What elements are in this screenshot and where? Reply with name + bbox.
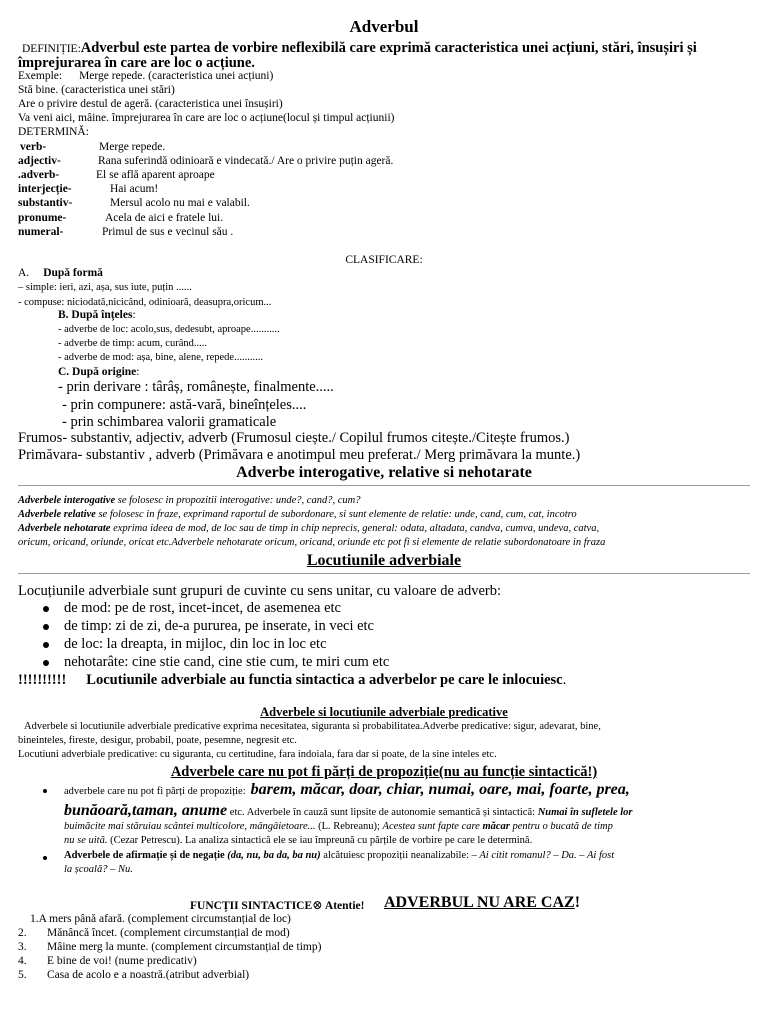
bullet-icon: [43, 856, 47, 860]
nefunctionale-item-line: bunăoară,taman, anume etc. Adverbele în cauză sunt lipsite de autonomie semantică și sintactică: Numai în sufletele lor: [64, 802, 633, 819]
nefunctionale-item-line: Adverbele de afirmație și de negație (da, nu, ba da, ba nu) alcătuiesc propoziții neanalizabile: – Ai citit romanul? – Da. – Ai fost: [64, 850, 615, 861]
definition-line-2: împrejurarea în care are loc o acțiune.: [18, 55, 255, 71]
nehotarate-paragraph: Adverbele nehotarate exprima ideea de mod, de loc sau de timp in chip neprecis, general: odata, altadata, candva, cumva, undeva, catva,: [18, 523, 600, 534]
clasificare-frumos: Frumos- substantiv, adjectiv, adverb (Frumosul ciește./ Copilul frumos citește./Citește frumos.): [18, 430, 570, 446]
determina-term: .adverb-: [18, 169, 60, 181]
clasificare-b-item: - adverbe de loc: acolo,sus, dedesubt, aproape...........: [58, 324, 280, 335]
clasificare-c: C. După origine:: [58, 366, 140, 378]
bullet-icon: [43, 624, 49, 630]
clasificare-c-item: - prin derivare : târâș, românește, finalmente.....: [58, 379, 334, 395]
section-divider: [18, 485, 750, 486]
determina-term: substantiv-: [18, 197, 73, 209]
definition-label: DEFINIȚIE:: [22, 43, 81, 55]
determina-example: Rana suferindă odinioară e vindecată./ Are o privire puțin ageră.: [98, 155, 394, 167]
functii-item: E bine de voi! (nume predicativ): [47, 955, 197, 967]
nefunctionale-heading: Adverbele care nu pot fi părți de propoziție(nu au funcție sintactică!): [170, 764, 598, 780]
determina-term: interjecție-: [18, 183, 72, 195]
bullet-icon: [43, 642, 49, 648]
functii-item: 1.A mers până afară. (complement circumstanțial de loc): [30, 913, 291, 925]
determina-term: numeral-: [18, 226, 64, 238]
relative-paragraph: Adverbele relative se folosesc in fraze, exprimand raportul de subordonare, si sunt elemente de relatie: unde, cand, cum, cat, incotro: [18, 509, 577, 520]
predicative-heading: Adverbele si locutiunile adverbiale predicative: [260, 705, 508, 719]
bullet-icon: [43, 606, 49, 612]
functii-item: Casa de acolo e a noastră.(atribut adverbial): [47, 969, 250, 981]
functii-heading-line: [190, 897, 365, 913]
locutiuni-item: nehotarâte: cine stie cand, cine stie cum, te miri cum etc: [64, 654, 390, 670]
determina-example: Mersul acolo nu mai e valabil.: [110, 197, 250, 209]
clasificare-b-item: - adverbe de mod: așa, bine, alene, repede...........: [58, 352, 263, 363]
atentie-label: Atentie!: [322, 900, 365, 912]
definition-line-1: Adverbul este partea de vorbire neflexibilă care exprimă caracteristica unei acțiuni, stări, însușiri și: [80, 40, 697, 56]
nu-caz-text: ADVERBUL NU ARE CAZ: [384, 894, 575, 911]
determina-example: Acela de aici e fratele lui.: [105, 212, 224, 224]
example-line: Stă bine. (caracteristica unei stări): [18, 84, 175, 96]
clasificare-a: A. După formă: [18, 267, 103, 279]
nehotarate-paragraph-cont: oricum, oricand, oriunde, oricat etc.Adverbele nehotarate oricum, oricand, oriunde etc pot fi si elemente de relatie subordonatoare in fraza: [18, 537, 606, 548]
functii-item-num: 4.: [18, 955, 27, 967]
clasificare-c-item: - prin schimbarea valorii gramaticale: [62, 414, 277, 430]
bullet-icon: [43, 789, 47, 793]
functii-heading: FUNCȚII SINTACTICE: [190, 900, 313, 912]
determina-example: El se află aparent aproape: [96, 169, 215, 181]
locutiuni-item: de mod: pe de rost, incet-incet, de asemenea etc: [64, 600, 341, 616]
determina-term: pronume-: [18, 212, 67, 224]
section-divider: [18, 573, 750, 574]
definition: [22, 40, 697, 56]
clasificare-c-item: - prin compunere: astă-vară, bineînțeles....: [62, 397, 307, 413]
determina-example: Primul de sus e vecinul său .: [102, 226, 234, 238]
determina-term: adjectiv-: [18, 155, 61, 167]
interogative-paragraph: Adverbele interogative se folosesc in propozitii interogative: unde?, cand?, cum?: [18, 495, 361, 506]
example-line: Are o privire destul de ageră. (caracteristica unei însușiri): [18, 98, 283, 110]
locutiuni-heading: Locutiunile adverbiale: [306, 552, 462, 569]
locutiuni-item: de timp: zi de zi, de-a pururea, pe inserate, in veci etc: [64, 618, 374, 634]
determina-example: Hai acum!: [110, 183, 159, 195]
nefunctionale-item-line: la școală? – Nu.: [64, 864, 133, 875]
locutiuni-intro: Locuțiunile adverbiale sunt grupuri de cuvinte cu sens unitar, cu valoare de adverb:: [18, 583, 501, 599]
clasificare-heading: CLASIFICARE:: [345, 254, 423, 266]
nu-caz-line: ADVERBUL NU ARE CAZ!: [384, 894, 581, 911]
predicative-line: Adverbele si locutiunile adverbiale predicative exprima necesitatea, siguranta si probabilitatea.Adverbe predicative: sigur, adevarat, bine,: [24, 721, 601, 732]
example-line: Va veni aici, mâine. împrejurarea în care are loc o acțiune(locul și timpul acțiunii): [18, 112, 395, 124]
functii-item-num: 2.: [18, 927, 27, 939]
clasificare-simple: – simple: ieri, azi, așa, sus iute, puțin ......: [18, 282, 192, 293]
determina-term: verb-: [20, 141, 47, 153]
interogative-heading: Adverbe interogative, relative si nehotarate: [236, 464, 532, 481]
nefunctionale-item-line: nu se uită. (Cezar Petrescu). La analiza sintactică ele se iau împreună cu părțile de vorbire pe care le determină.: [64, 835, 533, 846]
nefunctionale-item-line: adverbele care nu pot fi părți de propoziție: barem, măcar, doar, chiar, numai, oare, mai, foarte, prea,: [64, 781, 630, 798]
example-line: Exemple: Merge repede. (caracteristica unei acțiuni): [18, 70, 274, 82]
clasificare-primavara: Primăvara- substantiv , adverb (Primăvara e anotimpul meu preferat./ Merg primăvara la munte.): [18, 447, 581, 463]
functii-item: Mâine merg la munte. (complement circumstanțial de timp): [47, 941, 322, 953]
functii-item-num: 3.: [18, 941, 27, 953]
locutiuni-item: de loc: la dreapta, in mijloc, din loc in loc etc: [64, 636, 327, 652]
functii-item: Mănâncă încet. (complement circumstanțial de mod): [47, 927, 290, 939]
clasificare-compuse: - compuse: niciodată,nicicând, odinioară, deasupra,oricum...: [18, 297, 272, 308]
determina-label: DETERMINĂ:: [18, 126, 89, 138]
page-title: Adverbul: [349, 17, 419, 36]
x-circle-icon: ⊗: [312, 898, 323, 912]
determina-example: Merge repede.: [99, 141, 166, 153]
examples-label: Exemple:: [18, 70, 63, 82]
bullet-icon: [43, 660, 49, 666]
predicative-line: bineinteles, fireste, desigur, probabil, poate, pesemne, negresit etc.: [18, 735, 297, 746]
clasificare-b: B. După înțeles:: [58, 309, 136, 321]
nefunctionale-item-line: buimăcite mai stăruiau scântei multicolore, mângâietoare... (L. Rebreanu); Acestea sunt fapte care măcar pentru o bucată de timp: [64, 821, 613, 832]
locutiuni-note: !!!!!!!!!! Locutiunile adverbiale au functia sintactica a adverbelor pe care le inlocuiesc.: [18, 672, 567, 688]
clasificare-b-item: - adverbe de timp: acum, curând.....: [58, 338, 207, 349]
predicative-line: Locutiuni adverbiale predicative: cu siguranta, cu certitudine, fara indoiala, fara dar si poate, de la sine inteles etc.: [18, 749, 497, 760]
functii-item-num: 5.: [18, 969, 27, 981]
